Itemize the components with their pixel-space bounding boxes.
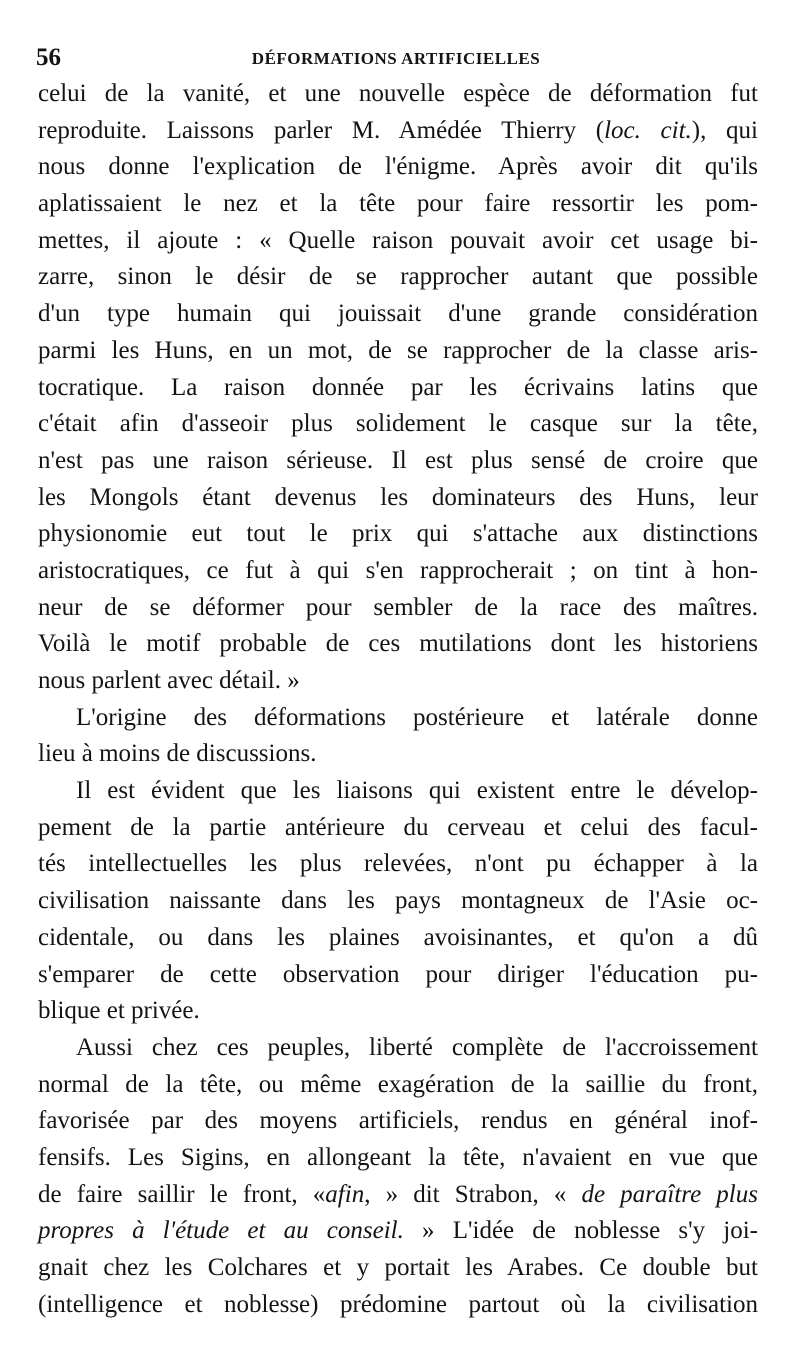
italic-segment: propres à l'étude et au conseil. [38, 1217, 404, 1245]
text-segment: blique et privée. [38, 997, 200, 1025]
text-line [38, 1030, 758, 1067]
page-header [36, 44, 756, 72]
text-line [38, 736, 758, 773]
text-line [38, 590, 758, 627]
text-line [38, 443, 758, 480]
text-segment: les Mongols étant devenus les dominateurs des Huns, leur [38, 483, 758, 511]
text-line [38, 333, 758, 370]
text-segment: cidentale, ou dans les plaines avoisinantes, et qu'on a dû [38, 923, 758, 951]
text-line [38, 626, 758, 663]
text-line [38, 810, 758, 847]
text-segment: physionomie eut tout le prix qui s'attache aux distinctions [38, 520, 758, 548]
text-segment: tocratique. La raison donnée par les écrivains latins que [38, 373, 758, 401]
text-line [38, 259, 758, 296]
text-line [38, 553, 758, 590]
italic-segment: loc. cit. [604, 116, 692, 144]
text-segment: c'était afin d'asseoir plus solidement le casque sur la tête, [38, 410, 758, 438]
text-segment: de faire saillir le front, « [38, 1180, 326, 1208]
text-segment: neur de se déformer pour sembler de la race des maîtres. [38, 593, 758, 621]
body-text [38, 76, 758, 1323]
text-segment: n'est pas une raison sérieuse. Il est plus sensé de croire que [38, 446, 758, 474]
text-line [38, 1103, 758, 1140]
text-segment: Il est évident que les liaisons qui existent entre le dévelop- [76, 777, 758, 805]
text-segment: civilisation naissante dans les pays montagneux de l'Asie oc- [38, 887, 758, 915]
text-line [38, 480, 758, 517]
text-segment: ), qui [691, 116, 758, 144]
text-line [38, 1140, 758, 1177]
text-segment: , » dit Strabon, « [364, 1180, 582, 1208]
text-line [38, 296, 758, 333]
text-segment: lieu à moins de discussions. [38, 740, 317, 768]
text-line [38, 883, 758, 920]
text-segment: zarre, sinon le désir de se rapprocher autant que possible [38, 263, 758, 291]
text-line [38, 773, 758, 810]
text-line [38, 1287, 758, 1324]
text-segment: (intelligence et noblesse) prédomine partout où la civilisation [38, 1290, 758, 1318]
text-line [38, 149, 758, 186]
text-line [38, 920, 758, 957]
text-segment: favorisée par des moyens artificiels, rendus en général inof- [38, 1107, 758, 1135]
text-line [38, 1213, 758, 1250]
text-segment: normal de la tête, ou même exagération de la saillie du front, [38, 1070, 758, 1098]
text-line [38, 1177, 758, 1214]
text-line [38, 957, 758, 994]
text-line [38, 516, 758, 553]
text-line [38, 76, 758, 113]
text-segment: mettes, il ajoute : « Quelle raison pouvait avoir cet usage bi- [38, 226, 758, 254]
text-line [38, 406, 758, 443]
text-line [38, 1067, 758, 1104]
text-segment: pement de la partie antérieure du cerveau et celui des facul- [38, 813, 758, 841]
text-line [38, 700, 758, 737]
text-segment: Voilà le motif probable de ces mutilations dont les historiens [38, 630, 758, 658]
text-segment: aristocratiques, ce fut à qui s'en rapprocherait ; on tint à hon- [38, 556, 758, 584]
text-line [38, 1250, 758, 1287]
text-line [38, 993, 758, 1030]
text-segment: nous donne l'explication de l'énigme. Après avoir dit qu'ils [38, 153, 758, 181]
text-segment: aplatissaient le nez et la tête pour faire ressortir les pom- [38, 190, 758, 218]
text-segment: d'un type humain qui jouissait d'une grande considération [38, 300, 758, 328]
text-segment: gnait chez les Colchares et y portait les Arabes. Ce double but [38, 1254, 758, 1281]
text-segment: tés intellectuelles les plus relevées, n'ont pu échapper à la [38, 850, 758, 878]
text-segment: parmi les Huns, en un mot, de se rapprocher de la classe aris- [38, 336, 758, 364]
text-line [38, 663, 758, 700]
text-segment: L'origine des déformations postérieure et latérale donne [76, 703, 758, 731]
text-line [38, 223, 758, 260]
text-segment: fensifs. Les Sigins, en allongeant la tête, n'avaient en vue que [38, 1143, 758, 1171]
italic-segment: afin [325, 1180, 365, 1208]
text-segment: » L'idée de noblesse s'y joi- [403, 1217, 758, 1245]
text-line [38, 846, 758, 883]
text-line [38, 186, 758, 223]
text-segment: celui de la vanité, et une nouvelle espèce de déformation fut [38, 80, 758, 107]
text-segment: reproduite. Laissons parler M. Amédée Thierry ( [38, 116, 605, 144]
text-segment: s'emparer de cette observation pour diriger l'éducation pu- [38, 960, 758, 988]
text-line [38, 113, 758, 150]
page-number: 56 [36, 44, 61, 71]
running-head: DÉFORMATIONS ARTIFICIELLES [251, 49, 541, 68]
italic-segment: de paraître plus [581, 1180, 758, 1208]
text-line [38, 370, 758, 407]
text-segment: Aussi chez ces peuples, liberté complète de l'accroissement [76, 1033, 758, 1061]
text-segment: nous parlent avec détail. » [38, 667, 300, 694]
